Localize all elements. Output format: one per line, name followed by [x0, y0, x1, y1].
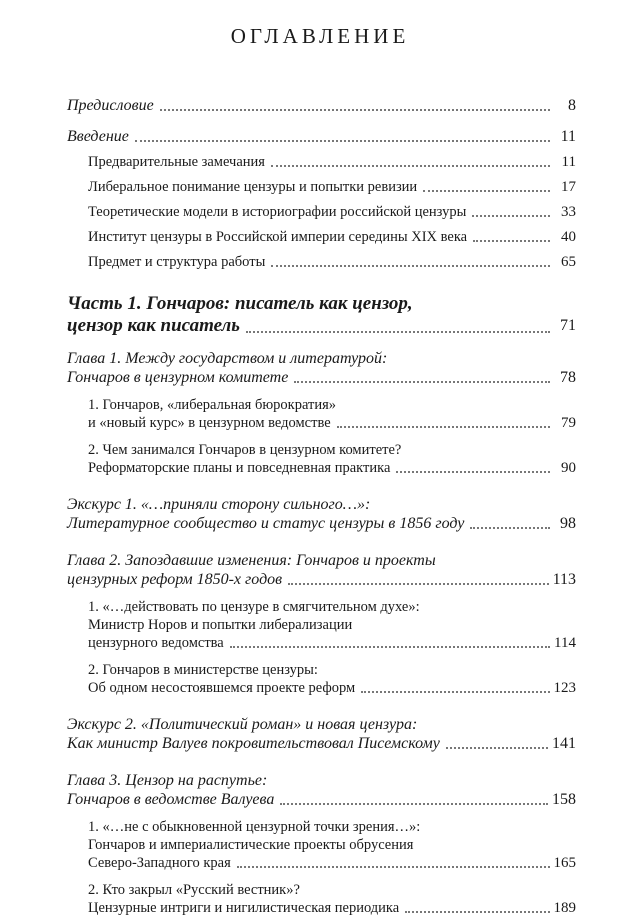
dot-leader [472, 215, 550, 217]
page-number: 189 [553, 900, 576, 916]
toc-entry-title: Предмет и структура работы [88, 254, 266, 270]
page-number: 79 [561, 415, 576, 431]
toc-entry[interactable] [67, 598, 576, 652]
toc-entry-title: Как министр Валуев покровительствовал Писемскому [67, 735, 440, 752]
table-of-contents [67, 96, 576, 917]
toc-entry-title: Министр Норов и попытки либерализации [88, 617, 353, 633]
toc-entry-title: 1. «…действовать по цензуре в смягчительном духе»: [88, 599, 420, 615]
page-number: 141 [552, 735, 576, 752]
toc-entry-title: 2. Чем занимался Гончаров в цензурном комитете? [88, 442, 402, 458]
toc-entry-title: Об одном несостоявшемся проекте реформ [88, 680, 356, 696]
dot-leader [405, 911, 549, 913]
toc-entry[interactable] [67, 228, 576, 246]
dot-leader [423, 190, 550, 192]
toc-entry-title: Литературное сообщество и статус цензуры в 1856 году [67, 515, 465, 532]
dot-leader [288, 583, 548, 585]
toc-entry-title: Экскурс 1. «…приняли сторону сильного…»: [67, 496, 371, 513]
toc-entry-title: Глава 1. Между государством и литературой: [67, 350, 388, 367]
toc-entry-title: Предисловие [67, 97, 154, 114]
page-number: 158 [552, 791, 576, 808]
toc-entry[interactable] [67, 203, 576, 221]
toc-entry[interactable] [67, 771, 576, 809]
toc-entry-title: Либеральное понимание цензуры и попытки ревизии [88, 179, 418, 195]
dot-leader [470, 527, 550, 529]
toc-entry-title: Теоретические модели в историографии российской цензуры [88, 204, 467, 220]
page-number: 40 [561, 229, 576, 245]
toc-entry-title: Глава 3. Цензор на распутье: [67, 772, 268, 789]
dot-leader [337, 426, 550, 428]
dot-leader [396, 471, 550, 473]
dot-leader [160, 109, 550, 111]
toc-entry[interactable] [67, 253, 576, 271]
page-number: 71 [560, 317, 576, 334]
toc-entry-title: 2. Кто закрыл «Русский вестник»? [88, 882, 300, 898]
toc-entry[interactable] [67, 715, 576, 753]
page-number: 78 [560, 369, 576, 386]
page-number: 11 [561, 154, 576, 170]
toc-entry-title: Северо-Западного края [88, 855, 231, 871]
dot-leader [246, 331, 550, 333]
toc-entry[interactable] [67, 495, 576, 533]
toc-entry[interactable] [67, 96, 576, 115]
page-number: 90 [561, 460, 576, 476]
page-number: 165 [553, 855, 576, 871]
toc-entry[interactable] [67, 178, 576, 196]
toc-entry-title: Институт цензуры в Российской империи середины XIX века [88, 229, 468, 245]
toc-entry[interactable] [67, 396, 576, 432]
toc-entry[interactable] [67, 127, 576, 146]
dot-leader [135, 140, 550, 142]
toc-entry-title: 1. «…не с обыкновенной цензурной точки зрения…»: [88, 819, 421, 835]
dot-leader [280, 803, 548, 805]
toc-entry-title: цензурного ведомства [88, 635, 224, 651]
toc-entry[interactable] [67, 441, 576, 477]
toc-entry-title: 1. Гончаров, «либеральная бюрократия» [88, 397, 337, 413]
toc-entry-title: Реформаторские планы и повседневная практика [88, 460, 391, 476]
page-number: 98 [560, 515, 576, 532]
dot-leader [446, 747, 548, 749]
page-number: 65 [561, 254, 576, 270]
dot-leader [230, 646, 550, 648]
toc-entry[interactable] [67, 551, 576, 589]
page-number: 123 [553, 680, 576, 696]
toc-entry[interactable] [67, 293, 576, 337]
toc-entry-title: Часть 1. Гончаров: писатель как цензор, [67, 293, 413, 314]
toc-entry-title: Экскурс 2. «Политический роман» и новая цензура: [67, 716, 418, 733]
toc-entry-title: Гончаров в цензурном комитете [67, 369, 289, 386]
page-number: 11 [560, 128, 576, 145]
page-number: 113 [552, 571, 576, 588]
toc-entry-title: Цензурные интриги и нигилистическая периодика [88, 900, 400, 916]
dot-leader [237, 866, 550, 868]
toc-entry[interactable] [67, 153, 576, 171]
page-number: 33 [561, 204, 576, 220]
toc-entry-title: и «новый курс» в цензурном ведомстве [88, 415, 331, 431]
toc-entry[interactable] [67, 349, 576, 387]
toc-entry[interactable] [67, 661, 576, 697]
page-number: 8 [568, 97, 576, 114]
page-number: 114 [554, 635, 576, 651]
toc-entry-title: Гончаров в ведомстве Валуева [67, 791, 275, 808]
page-number: 17 [561, 179, 576, 195]
toc-entry-title: Глава 2. Запоздавшие изменения: Гончаров и проекты [67, 552, 436, 569]
dot-leader [271, 265, 550, 267]
toc-entry-title: Гончаров и империалистические проекты обрусения [88, 837, 414, 853]
toc-entry-title: Предварительные замечания [88, 154, 265, 170]
toc-entry-title: цензурных реформ 1850-х годов [67, 571, 283, 588]
toc-entry[interactable] [67, 818, 576, 872]
dot-leader [361, 691, 549, 693]
dot-leader [294, 381, 550, 383]
toc-entry-title: цензор как писатель [67, 315, 240, 336]
page-title: ОГЛАВЛЕНИЕ [230, 24, 410, 48]
dot-leader [473, 240, 550, 242]
dot-leader [271, 165, 550, 167]
toc-entry[interactable] [67, 881, 576, 917]
toc-entry-title: 2. Гончаров в министерстве цензуры: [88, 662, 318, 678]
toc-entry-title: Введение [67, 128, 129, 145]
